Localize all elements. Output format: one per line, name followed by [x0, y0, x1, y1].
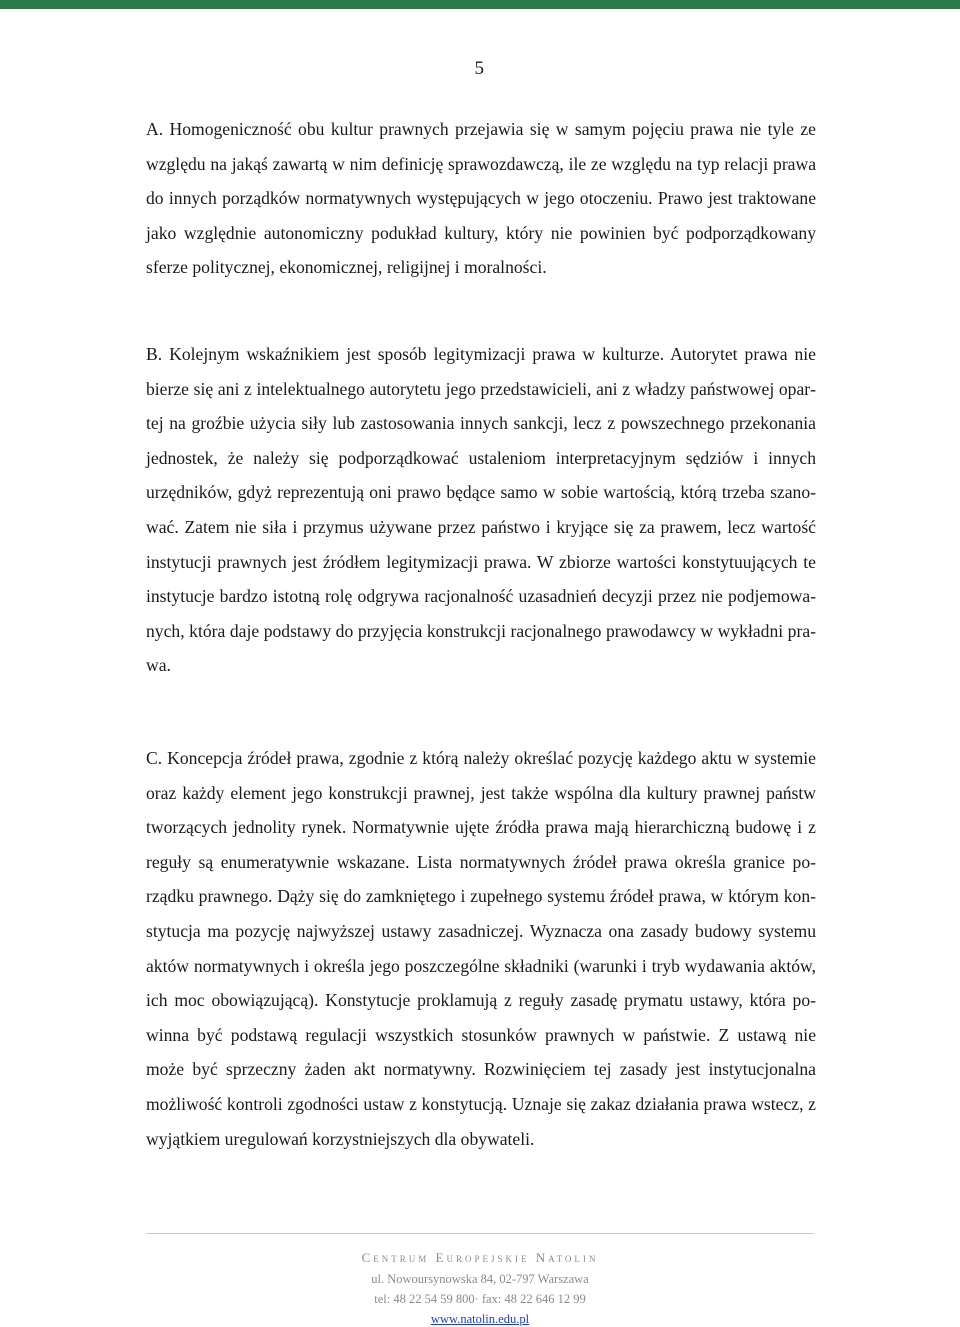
paragraph-c: C. Koncepcja źródeł prawa, zgodnie z którą należy określać pozycję każdego aktu w systemie oraz każdy element jego konstrukcji prawnej, jest także wspólna dla kultury prawnej państw tworzących jednolity rynek. Normatywnie ujęte źródła prawa mają hierarchiczną budowę i z reguły są enumeratywnie wskazane. Lista normatywnych źródeł prawa określa granice porządku prawnego. Dąży się do zamkniętego i zupełnego systemu źródeł prawa, w którym konstytucja ma pozycję najwyższej ustawy zasadniczej. Wyznacza ona zasady budowy systemu aktów normatywnych i określa jego poszczególne składniki (warunki i tryb wydawania aktów, ich moc obowiązującą). Konstytucje proklamują z reguły zasadę prymatu ustawy, która powinna być podstawą regulacji wszystkich stosunków prawnych w państwie. Z ustawą nie może być sprzeczny żaden akt normatywny. Rozwinięciem tej zasady jest instytucjonalna możliwość kontroli zgodności ustaw z konstytucją. Uznaje się zakaz działania prawa wstecz, z wyjątkiem uregulowań korzystniejszych dla obywateli. [146, 748, 816, 1149]
top-accent-bar [0, 0, 960, 9]
footer-phone-fax: tel: 48 22 54 59 800· fax: 48 22 646 12 99 [374, 1292, 586, 1306]
footer-website-link[interactable]: www.natolin.edu.pl [430, 1312, 530, 1326]
paragraph-b: B. Kolejnym wskaźnikiem jest sposób legitymizacji prawa w kulturze. Autorytet prawa nie bierze się ani z intelektualnego autorytetu jego przedstawicieli, ani z władzy państwowej opartej na groźbie użycia siły lub zastosowania innych sankcji, lecz z powszechnego przekonania jednostek, że należy się podporządkować ustaleniom interpretacyjnym sędziów i innych urzędników, gdyż reprezentują oni prawo będące samo w sobie wartością, którą trzeba szanować. Zatem nie siła i przymus używane przez państwo i kryjące się za prawem, lecz wartość instytucji prawnych jest źródłem legitymizacji prawa. W zbiorze wartości konstytuujących te instytucje bardzo istotną rolę odgrywa racjonalność uzasadnień decyzji przez nie podjemowanych, która daje podstawy do przyjęcia konstrukcji racjonalnego prawodawcy w wykładni prawa. [146, 344, 816, 676]
footer-organization-name: Centrum Europejskie Natolin [361, 1250, 599, 1265]
footer-divider [146, 1233, 814, 1234]
footer-address: ul. Nowoursynowska 84, 02-797 Warszawa [371, 1272, 589, 1286]
paragraph-a: A. Homogeniczność obu kultur prawnych przejawia się w samym pojęciu prawa nie tyle ze względu na jakąś zawartą w nim definicję sprawozdawczą, ile ze względu na typ relacji prawa do innych porządków normatywnych występujących w jego otoczeniu. Prawo jest traktowane jako względnie autonomiczny podukład kultury, który nie powinien być podporządkowany sferze politycznej, ekonomicznej, religijnej i moralności. [146, 119, 816, 278]
page-number: 5 [474, 58, 484, 79]
